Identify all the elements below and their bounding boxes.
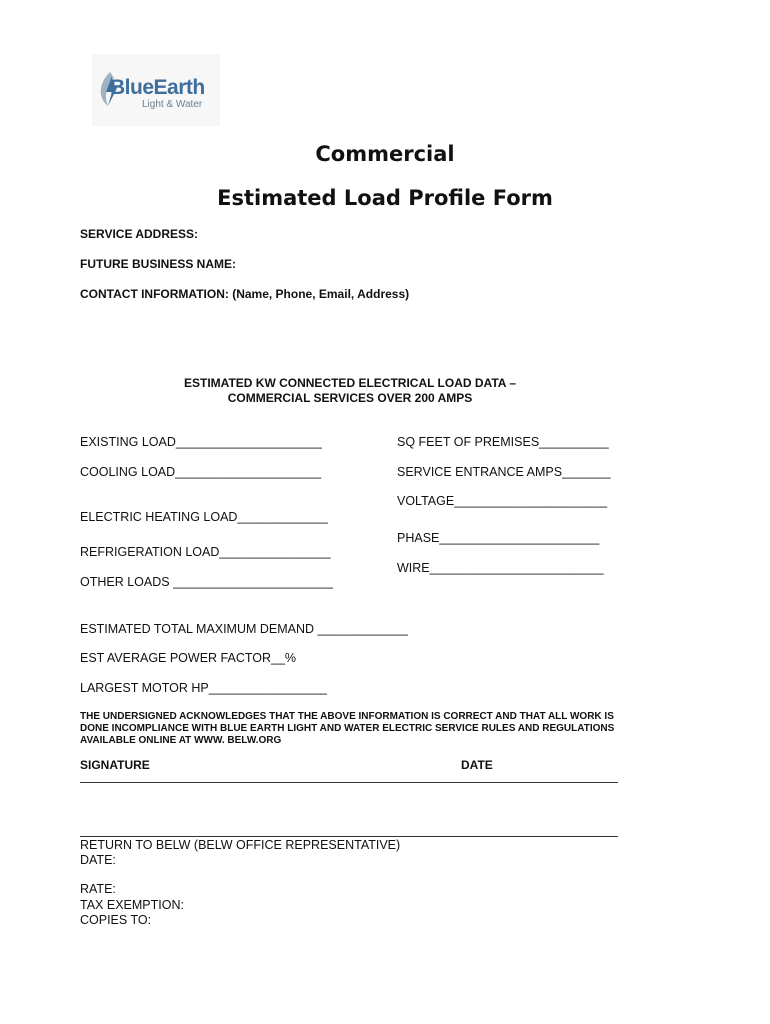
estimated-total-demand-field[interactable]: ESTIMATED TOTAL MAXIMUM DEMAND _____________ bbox=[80, 622, 408, 636]
return-date-label: DATE: bbox=[80, 853, 116, 867]
page-title: Estimated Load Profile Form bbox=[217, 186, 553, 210]
copies-to-label: COPIES TO: bbox=[80, 913, 152, 927]
refrigeration-load-field[interactable]: REFRIGERATION LOAD________________ bbox=[80, 545, 331, 559]
signature-label: SIGNATURE bbox=[80, 758, 150, 772]
rate-label: RATE: bbox=[80, 882, 116, 896]
acknowledgement-text: THE UNDERSIGNED ACKNOWLEDGES THAT THE ABOVE INFORMATION IS CORRECT AND THAT ALL WORK IS DONE INCOMPLIANCE WITH BLUE EARTH LIGHT AND WATER ELECTRIC SERVICE RULES AND REGULATIONS AVAILABLE ONLINE AT WWW. BELW.ORG bbox=[80, 711, 615, 746]
logo-brand-text: BlueEarth bbox=[110, 76, 205, 99]
logo-subtitle: Light & Water bbox=[142, 99, 203, 110]
other-loads-field[interactable]: OTHER LOADS _______________________ bbox=[80, 575, 333, 589]
voltage-field[interactable]: VOLTAGE______________________ bbox=[397, 494, 608, 508]
return-to-label: RETURN TO BELW (BELW OFFICE REPRESENTATIVE) bbox=[80, 838, 401, 852]
electric-heating-load-field[interactable]: ELECTRIC HEATING LOAD_____________ bbox=[80, 510, 328, 524]
sq-feet-field[interactable]: SQ FEET OF PREMISES__________ bbox=[397, 435, 609, 449]
power-factor-field[interactable]: EST AVERAGE POWER FACTOR__% bbox=[80, 651, 297, 665]
contact-information-label: CONTACT INFORMATION: (Name, Phone, Email, Address) bbox=[80, 287, 410, 301]
future-business-name-label: FUTURE BUSINESS NAME: bbox=[80, 257, 237, 271]
section-heading-line1: ESTIMATED KW CONNECTED ELECTRICAL LOAD DATA – bbox=[184, 376, 516, 390]
tax-exemption-label: TAX EXEMPTION: bbox=[80, 898, 184, 912]
title-commercial: Commercial bbox=[315, 142, 455, 166]
date-label: DATE bbox=[461, 758, 493, 772]
wire-field[interactable]: WIRE_________________________ bbox=[397, 561, 604, 575]
phase-field[interactable]: PHASE_______________________ bbox=[397, 531, 600, 545]
section-heading-line2: COMMERCIAL SERVICES OVER 200 AMPS bbox=[227, 391, 473, 405]
signature-line[interactable] bbox=[80, 782, 618, 783]
existing-load-field[interactable]: EXISTING LOAD_____________________ bbox=[80, 435, 322, 449]
blue-earth-logo bbox=[92, 54, 220, 126]
cooling-load-field[interactable]: COOLING LOAD_____________________ bbox=[80, 465, 322, 479]
largest-motor-hp-field[interactable]: LARGEST MOTOR HP_________________ bbox=[80, 681, 327, 695]
service-entrance-amps-field[interactable]: SERVICE ENTRANCE AMPS_______ bbox=[397, 465, 611, 479]
service-address-label: SERVICE ADDRESS: bbox=[80, 227, 199, 241]
representative-line[interactable] bbox=[80, 836, 618, 837]
